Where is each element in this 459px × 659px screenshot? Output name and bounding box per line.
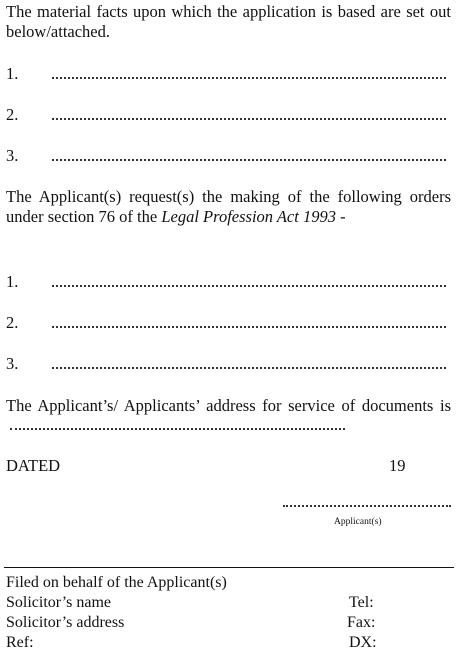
fact-blank-line[interactable] [52,118,446,120]
order-blank-line[interactable] [52,326,446,328]
order-number: 2. [6,313,19,332]
order-line-1[interactable] [6,272,446,292]
orders-intro-suffix: - [335,207,346,226]
service-address-text: The Applicant’s/ Applicants’ address for service of documents is [6,396,451,415]
service-address-blank[interactable] [10,428,345,430]
fact-blank-line[interactable] [52,77,446,79]
fact-number: 2. [6,105,19,124]
signature-line[interactable] [283,505,451,507]
service-address [6,396,451,436]
order-number: 3. [6,354,19,373]
fact-number: 3. [6,146,19,165]
orders-intro-prefix: The Applicant(s) request(s) the making of the following orders under section 76 of the [6,187,451,226]
orders-intro [6,187,451,227]
fact-number: 1. [6,64,19,83]
order-line-3[interactable] [6,354,446,374]
signature-label: Applicant(s) [334,517,382,527]
dated-label: DATED [6,456,61,475]
solicitor-name-label: Solicitor’s name [6,594,112,611]
order-number: 1. [6,272,19,291]
footer-divider [4,567,454,568]
solicitor-address-label: Solicitor’s address [6,614,125,631]
order-blank-line[interactable] [52,367,446,369]
fact-line-2[interactable] [6,105,446,125]
fact-line-1[interactable] [6,64,446,84]
order-blank-line[interactable] [52,285,446,287]
act-title: Legal Profession Act 1993 [161,207,336,226]
dated-year: 19 [389,456,406,475]
order-line-2[interactable] [6,313,446,333]
fact-line-3[interactable] [6,146,446,166]
tel-label: Tel: [349,594,374,611]
fact-blank-line[interactable] [52,159,446,161]
filed-on-behalf: Filed on behalf of the Applicant(s) [6,574,227,591]
fax-label: Fax: [347,614,376,631]
ref-label: Ref: [6,634,34,651]
material-facts-intro: The material facts upon which the application is based are set out below/attached. [6,2,451,41]
dx-label: DX: [349,634,377,651]
